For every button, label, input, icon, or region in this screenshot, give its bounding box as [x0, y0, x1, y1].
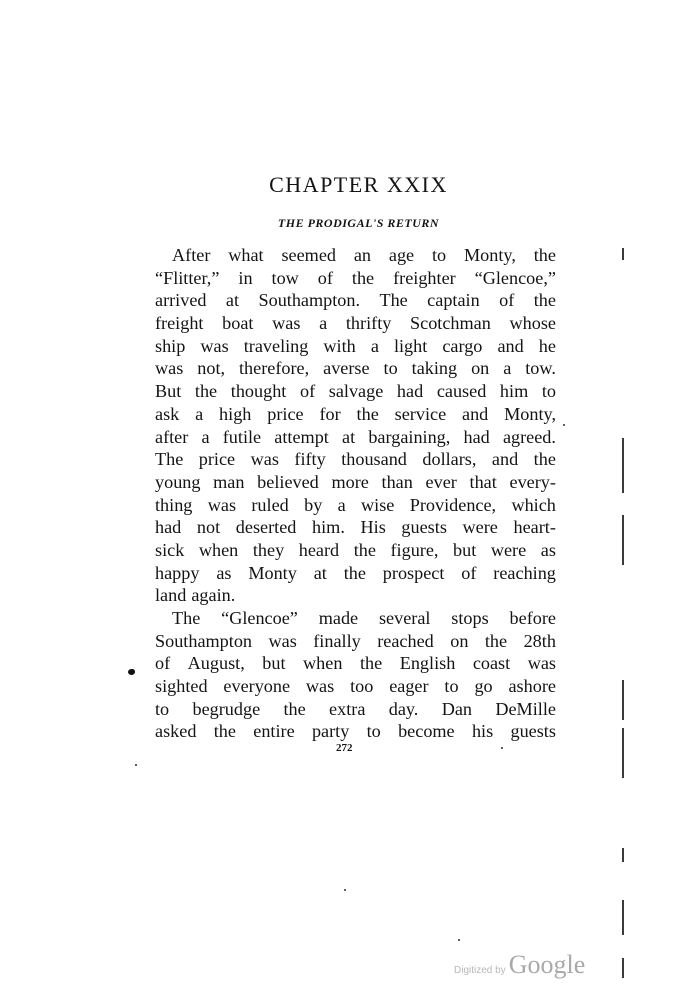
text-word: had: [155, 517, 182, 538]
text-line: [155, 403, 556, 426]
text-word: freight: [155, 313, 204, 334]
text-word: to: [383, 358, 398, 379]
text-word: the: [533, 449, 556, 470]
text-word: taking: [411, 358, 458, 379]
text-word: every-: [509, 471, 556, 492]
text-word: more: [331, 471, 369, 492]
text-word: the: [353, 539, 376, 560]
text-line: [155, 630, 556, 653]
text-word: begrudge: [192, 698, 261, 719]
text-word: guests: [401, 517, 447, 538]
text-line: [155, 471, 556, 494]
text-word: on: [471, 358, 490, 379]
text-word: age: [388, 245, 415, 265]
text-word: to: [155, 698, 170, 719]
text-word: Southampton: [155, 630, 253, 651]
text-word: tow.: [525, 358, 556, 379]
google-logo: Google: [508, 950, 586, 979]
text-word: August,: [187, 653, 245, 674]
text-word: price: [198, 449, 236, 470]
chapter-subtitle: THE PRODIGAL'S RETURN: [277, 216, 440, 230]
text-word: heard: [298, 539, 340, 560]
text-word: a: [503, 358, 512, 379]
text-word: on: [450, 630, 469, 651]
text-word: 28th: [523, 630, 556, 651]
page-number: 272: [336, 742, 353, 754]
scan-artifact-dot: [458, 939, 460, 941]
scan-artifact-line: [622, 680, 624, 720]
text-word: to: [444, 676, 459, 697]
text-word: become: [398, 721, 455, 742]
scan-artifact-line: [622, 728, 624, 778]
text-word: party: [311, 721, 350, 742]
text-word: the: [343, 562, 366, 583]
text-word: “Glencoe,”: [474, 267, 556, 288]
text-word: at: [225, 290, 240, 311]
text-word: asked: [155, 721, 197, 742]
text-word: Scotchman: [410, 313, 491, 334]
chapter-heading: CHAPTER XXIX: [269, 172, 448, 197]
text-word: was: [527, 653, 556, 674]
text-word: fifty: [294, 449, 326, 470]
text-word: Monty,: [464, 245, 516, 265]
text-word: thrifty: [345, 313, 392, 334]
text-word: day.: [388, 698, 419, 719]
text-word: a: [370, 335, 379, 356]
text-word: a: [201, 426, 210, 447]
text-word: as: [216, 562, 232, 583]
text-word: was: [200, 335, 229, 356]
text-word: traveling: [243, 335, 309, 356]
text-word: was: [207, 494, 237, 515]
scan-artifact-dot: [344, 889, 346, 891]
text-word: figure,: [390, 539, 439, 560]
text-word: extra: [329, 698, 366, 719]
text-word: the: [283, 698, 306, 719]
text-word: which: [511, 494, 556, 515]
text-line: [155, 607, 556, 630]
scan-artifact-line: [622, 438, 624, 493]
text-word: at: [313, 562, 327, 583]
text-word: that: [469, 471, 497, 492]
text-word: the: [484, 630, 508, 651]
text-line: [155, 380, 556, 403]
text-line: [155, 357, 556, 380]
text-word: the: [356, 403, 379, 424]
text-word: the: [533, 245, 556, 265]
text-word: what: [228, 245, 264, 265]
text-word: seemed: [281, 245, 336, 265]
text-word: believed: [257, 471, 319, 492]
text-word: Monty,: [504, 403, 556, 424]
text-word: entire: [253, 721, 295, 742]
text-word: the: [351, 267, 375, 288]
text-word: and: [462, 403, 489, 424]
text-word: at: [342, 426, 356, 447]
scan-artifact-dot: [563, 424, 565, 426]
text-word: boat: [222, 313, 254, 334]
text-word: everyone: [223, 676, 291, 697]
text-word: were: [462, 517, 498, 538]
text-word: futile: [222, 426, 262, 447]
text-word: averse: [323, 358, 370, 379]
text-word: His: [360, 517, 386, 538]
text-line: [155, 584, 556, 607]
text-line: [155, 244, 556, 267]
text-word: coast: [472, 653, 511, 674]
text-word: thing: [155, 494, 193, 515]
body-text: [155, 244, 556, 743]
text-word: the: [194, 381, 218, 402]
text-word: thousand: [341, 449, 407, 470]
text-word: Monty: [248, 562, 297, 583]
text-word: was: [272, 313, 301, 334]
text-word: cargo: [442, 335, 483, 356]
text-word: after: [155, 426, 189, 447]
text-word: to: [366, 721, 381, 742]
text-word: agreed.: [502, 426, 556, 447]
text-word: The: [172, 608, 201, 628]
text-word: captain: [427, 290, 480, 311]
text-word: for: [319, 403, 341, 424]
text-word: the: [213, 721, 236, 742]
text-word: him.: [312, 517, 345, 538]
scan-artifact-blot: [128, 669, 135, 675]
text-word: the: [359, 653, 383, 674]
text-word: After: [172, 245, 211, 265]
scan-artifact-dot: [135, 764, 137, 766]
text-word: stops: [451, 608, 489, 628]
text-word: happy: [155, 562, 200, 583]
text-line: [155, 698, 556, 721]
text-line: [155, 494, 556, 517]
text-word: ever: [425, 471, 457, 492]
text-word: ask: [155, 403, 180, 424]
text-word: service: [394, 403, 447, 424]
text-word: price: [267, 403, 304, 424]
text-line: [155, 562, 556, 585]
text-word: sick: [155, 539, 185, 560]
text-word: too: [350, 676, 374, 697]
text-word: of: [299, 381, 316, 402]
text-word: not: [196, 517, 221, 538]
text-word: man: [213, 471, 245, 492]
text-word: had: [463, 426, 490, 447]
text-word: than: [381, 471, 413, 492]
text-word: made: [318, 608, 359, 628]
text-line: [155, 448, 556, 471]
scan-artifact-dot: [501, 747, 503, 749]
text-word: his: [471, 721, 494, 742]
text-word: but: [453, 539, 477, 560]
text-word: “Flitter,”: [155, 267, 220, 288]
text-line: [155, 426, 556, 449]
text-line: [155, 675, 556, 698]
text-word: dollars,: [422, 449, 477, 470]
text-word: of: [461, 562, 477, 583]
text-word: with: [323, 335, 356, 356]
text-line: [155, 516, 556, 539]
text-word: he: [538, 335, 556, 356]
text-word: of: [499, 290, 515, 311]
text-word: bargaining,: [368, 426, 451, 447]
text-word: guests: [510, 721, 556, 742]
text-word: land: [155, 585, 187, 606]
text-word: ruled: [251, 494, 289, 515]
text-word: salvage: [328, 381, 384, 402]
text-word: in: [238, 267, 253, 288]
text-word: a: [337, 494, 346, 515]
text-word: tow: [271, 267, 299, 288]
text-line: [155, 720, 556, 743]
text-word: but: [262, 653, 286, 674]
text-word: the: [533, 290, 556, 311]
text-word: again.: [191, 585, 236, 606]
text-word: whose: [509, 313, 556, 334]
text-word: But: [155, 381, 182, 402]
text-word: caused: [436, 381, 487, 402]
text-word: The: [379, 290, 408, 311]
text-word: deserted: [235, 517, 297, 538]
text-word: when: [303, 653, 343, 674]
scan-artifact-line: [622, 848, 624, 862]
text-line: [155, 539, 556, 562]
text-word: several: [378, 608, 431, 628]
text-word: of: [317, 267, 333, 288]
text-word: The: [155, 449, 184, 470]
scan-artifact-line: [622, 900, 624, 935]
text-word: DeMille: [495, 698, 556, 719]
text-line: [155, 312, 556, 335]
text-word: to: [541, 381, 556, 402]
text-word: him: [499, 381, 529, 402]
text-word: a: [195, 403, 204, 424]
text-word: young: [155, 471, 201, 492]
text-word: they: [252, 539, 285, 560]
text-word: eager: [389, 676, 429, 697]
text-word: Dan: [441, 698, 472, 719]
text-word: thought: [230, 381, 287, 402]
text-word: reached: [377, 630, 434, 651]
digitized-watermark: [454, 950, 585, 980]
text-word: go: [474, 676, 493, 697]
text-word: before: [509, 608, 556, 628]
text-word: finally: [313, 630, 361, 651]
text-word: not,: [197, 358, 226, 379]
text-word: ship: [155, 335, 186, 356]
text-word: as: [540, 539, 556, 560]
text-word: wise: [361, 494, 395, 515]
text-word: had: [396, 381, 424, 402]
text-line: [155, 289, 556, 312]
text-word: was: [305, 676, 335, 697]
text-word: when: [198, 539, 239, 560]
text-word: and: [497, 335, 524, 356]
text-word: of: [155, 653, 171, 674]
text-word: Southampton.: [258, 290, 361, 311]
text-line: [155, 267, 556, 290]
scan-artifact-line: [622, 958, 624, 978]
text-word: was: [250, 449, 279, 470]
text-word: English: [399, 653, 456, 674]
text-word: therefore,: [239, 358, 310, 379]
text-word: freighter: [393, 267, 456, 288]
text-line: [155, 652, 556, 675]
text-word: by: [304, 494, 323, 515]
text-word: high: [219, 403, 252, 424]
watermark-prefix: Digitized by: [454, 965, 506, 976]
text-word: was: [268, 630, 297, 651]
text-word: “Glencoe”: [221, 608, 298, 628]
text-word: light: [393, 335, 428, 356]
text-word: reaching: [493, 562, 556, 583]
text-word: to: [432, 245, 447, 265]
text-word: an: [353, 245, 372, 265]
text-line: [155, 335, 556, 358]
text-word: heart-: [513, 517, 556, 538]
text-word: Providence,: [409, 494, 497, 515]
text-word: were: [490, 539, 527, 560]
text-word: a: [319, 313, 328, 334]
text-word: prospect: [382, 562, 445, 583]
scan-artifact-line: [622, 515, 624, 565]
text-word: ashore: [508, 676, 556, 697]
text-word: sighted: [155, 676, 208, 697]
text-word: arrived: [155, 290, 207, 311]
text-word: attempt: [274, 426, 329, 447]
scan-artifact-line: [622, 248, 624, 260]
text-word: was: [155, 358, 184, 379]
text-word: and: [491, 449, 519, 470]
